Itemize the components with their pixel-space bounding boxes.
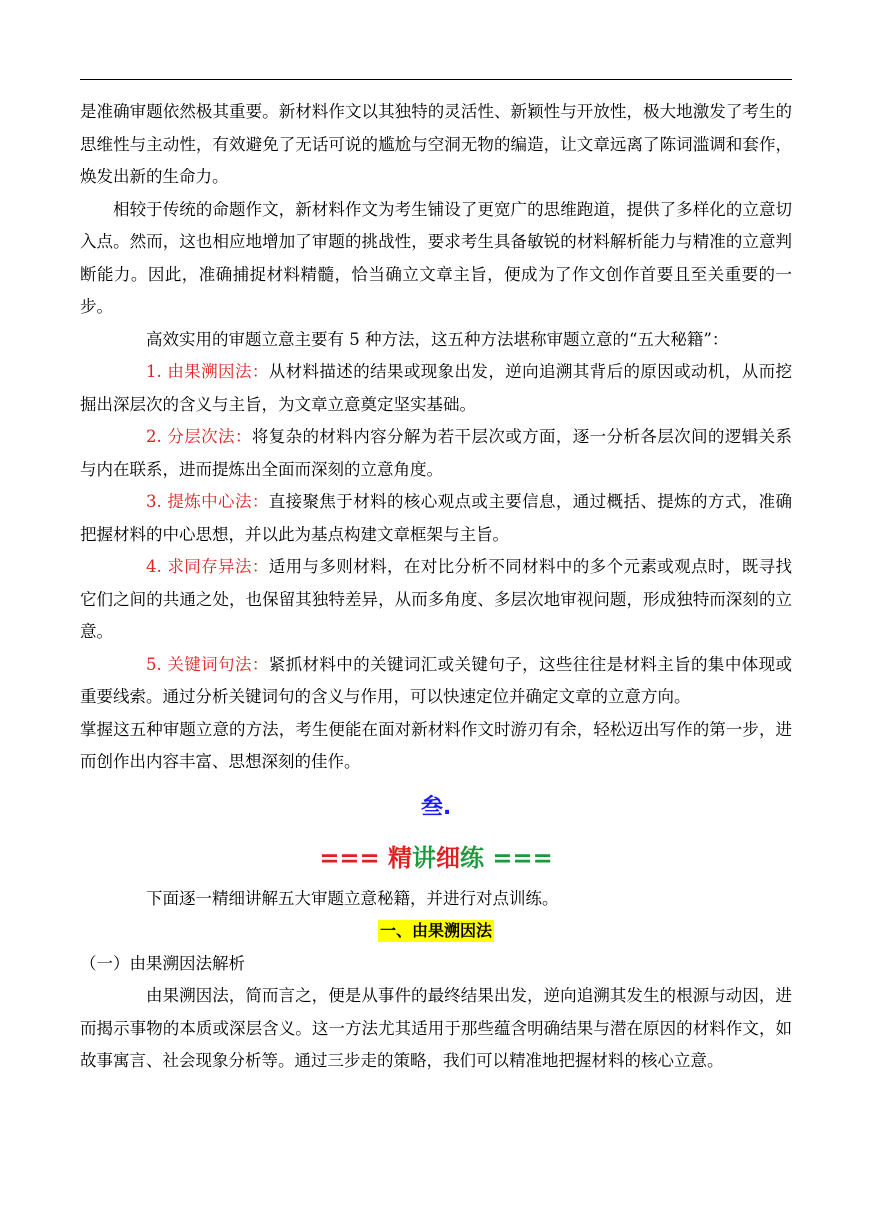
method-item bbox=[80, 486, 792, 551]
method-label: 2. 分层次法： bbox=[146, 427, 252, 446]
method-item bbox=[80, 551, 792, 649]
method-label: 4. 求同存异法： bbox=[146, 557, 269, 576]
section-title-wrap bbox=[80, 915, 792, 948]
paragraph-summary: 掌握这五种审题立意的方法，考生便能在面对新材料作文时游刃有余，轻松迈出写作的第一步，进而创作出内容丰富、思想深刻的佳作。 bbox=[80, 719, 792, 771]
banner-deco-right: === bbox=[492, 843, 553, 872]
document-body bbox=[80, 96, 792, 1078]
method-item bbox=[80, 649, 792, 714]
section-title: 一、由果溯因法 bbox=[379, 921, 492, 940]
method-text: 适用与多则材料，在对比分析不同材料中的多个元素或观点时，既寻找它们之间的共通之处，也保留其独特差异，从而多角度、多层次地审视问题，形成独特而深刻的立意。 bbox=[80, 557, 792, 641]
paragraph-methods-intro: 高效实用的审题立意主要有 5 种方法，这五种方法堪称审题立意的“五大秘籍”： bbox=[146, 329, 729, 349]
banner-char: 练 bbox=[460, 843, 484, 872]
method-text: 紧抓材料中的关键词汇或关键句子，这些往往是材料主旨的集中体现或重要线索。通过分析关键词句的含义与作用，可以快速定位并确定文章的立意方向。 bbox=[80, 654, 792, 706]
banner-char: 精 bbox=[388, 843, 412, 872]
method-text: 将复杂的材料内容分解为若干层次或方面，逐一分析各层次间的逻辑关系与内在联系，进而提炼出全面而深刻的立意角度。 bbox=[80, 427, 792, 479]
section-number-heading: 叁. bbox=[420, 794, 452, 820]
subheading: （一）由果溯因法解析 bbox=[80, 953, 245, 973]
paragraph-intro: 下面逐一精细讲解五大审题立意秘籍，并进行对点训练。 bbox=[146, 888, 559, 908]
method-item bbox=[80, 356, 792, 421]
banner-deco-left: === bbox=[319, 843, 380, 872]
paragraph-comparison: 相较于传统的命题作文，新材料作文为考生铺设了更宽广的思维跑道，提供了多样化的立意切入点。然而，这也相应地增加了审题的挑战性，要求考生具备敏锐的材料解析能力与精准的立意判断能力。因此，准确捕捉材料精髓，恰当确立文章主旨，便成为了作文创作首要且至关重要的一步。 bbox=[80, 199, 792, 316]
method-label: 1. 由果溯因法： bbox=[146, 362, 269, 381]
header-rule bbox=[80, 79, 792, 80]
paragraph-continuation: 是准确审题依然极其重要。新材料作文以其独特的灵活性、新颖性与开放性，极大地激发了考生的思维性与主动性，有效避免了无话可说的尴尬与空洞无物的编造，让文章远离了陈词滥调和套作，焕发出新的生命力。 bbox=[80, 102, 792, 186]
method-label: 5. 关键词句法： bbox=[146, 654, 269, 674]
method-text: 直接聚焦于材料的核心观点或主要信息，通过概括、提炼的方式，准确把握材料的中心思想，并以此为基点构建文章框架与主旨。 bbox=[80, 492, 792, 544]
paragraph-body: 由果溯因法，简而言之，便是从事件的最终结果出发，逆向追溯其发生的根源与动因，进而揭示事物的本质或深层含义。这一方法尤其适用于那些蕴含明确结果与潜在原因的材料作文，如故事寓言、社会现象分析等。通过三步走的策略，我们可以精准地把握材料的核心立意。 bbox=[80, 986, 792, 1070]
banner-heading bbox=[80, 833, 792, 883]
banner-char: 细 bbox=[436, 843, 460, 872]
method-label: 3. 提炼中心法： bbox=[146, 492, 269, 511]
method-text: 从材料描述的结果或现象出发，逆向追溯其背后的原因或动机，从而挖掘出深层次的含义与主旨，为文章立意奠定坚实基础。 bbox=[80, 362, 792, 414]
method-item bbox=[80, 421, 792, 486]
banner-char: 讲 bbox=[412, 843, 436, 872]
